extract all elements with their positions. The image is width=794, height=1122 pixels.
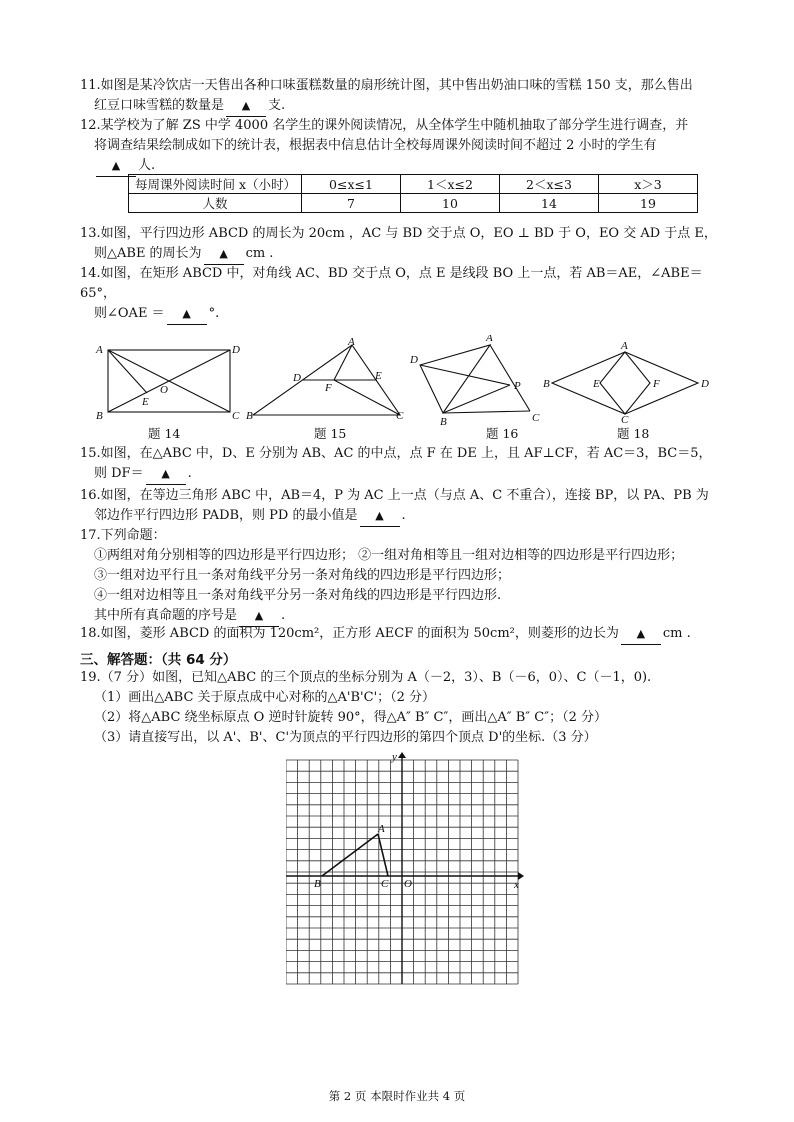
label-D: D — [232, 344, 240, 356]
caption-fig18: 题 18 — [617, 426, 650, 441]
table-cell: 7 — [302, 194, 401, 213]
q14-line2: 则∠OAE ＝ ▲ °. — [80, 304, 720, 325]
label-B: B — [96, 410, 103, 422]
q14-line1: 14.如图，在矩形 ABCD 中，对角线 AC、BD 交于点 O，点 E 是线段 BO 上一点，若 AB＝AE，∠ABE＝65°， — [80, 266, 703, 301]
figure-14 — [108, 350, 230, 412]
answer-blank-13[interactable]: ▲ — [204, 244, 244, 265]
table-row — [129, 175, 698, 194]
triangle-ABC — [322, 834, 388, 876]
q12-line2: 将调查结果绘制成如下的统计表，根据表中信息估计全校每周课外阅读时间不超过 2 小时的学生有 — [94, 138, 657, 153]
label-F: F — [653, 378, 660, 390]
page-footer: 第 2 页 本限时作业共 4 页 — [328, 1089, 466, 1103]
label-C: C — [621, 414, 629, 425]
question-12 — [80, 116, 720, 177]
answer-blank-15[interactable]: ▲ — [146, 464, 186, 485]
caption-fig16: 题 16 — [486, 426, 519, 441]
caption-fig15: 题 15 — [314, 426, 347, 441]
q17-prop-4: ④一组对边相等且一条对角线平分另一条对角线的四边形是平行四边形. — [94, 588, 502, 603]
q13-line1: 13.如图，平行四边形 ABCD 的周长为 20cm ，AC 与 BD 交于点 O，EO ⊥ BD 于 O，EO 交 AD 于点 E， — [80, 226, 717, 241]
q17-line5: 其中所有真命题的序号是 ▲ . — [80, 606, 720, 627]
grid-label-y: y — [392, 752, 397, 763]
q17-prop-3: ③一组对边平行且一条对角线平分另一条对角线的四边形是平行四边形； — [94, 568, 511, 583]
answer-blank-16[interactable]: ▲ — [360, 506, 400, 527]
label-E: E — [142, 396, 149, 408]
question-19 — [80, 668, 720, 748]
figure-18 — [552, 352, 698, 414]
question-15 — [80, 444, 720, 485]
table-cell: x＞3 — [599, 175, 698, 194]
question-11 — [80, 76, 720, 117]
figure-16 — [420, 345, 530, 413]
q13-line2: 则△ABE 的周长为 ▲ cm . — [80, 244, 720, 265]
label-D: D — [293, 372, 301, 384]
q12-line3: ▲ 人. — [80, 156, 720, 177]
label-C: C — [532, 412, 540, 424]
label-B: B — [246, 410, 253, 422]
question-18: 18.如图，菱形 ABCD 的面积为 120cm²，正方形 AECF 的面积为 50cm²，则菱形的边长为 ▲ cm . — [80, 624, 720, 645]
table-row — [129, 194, 698, 213]
q12-line1: 12.某学校为了解 ZS 中学 4000 名学生的课外阅读情况，从全体学生中随机抽取了部分学生进行调查，并 — [80, 118, 689, 133]
label-D: D — [701, 378, 709, 390]
label-P: P — [514, 380, 521, 392]
q16-line1: 16.如图，在等边三角形 ABC 中，AB＝4，P 为 AC 上一点（与点 A、C 不重合），连接 BP，以 PA、PB 为 — [80, 488, 709, 503]
q19-sub2: （2）将△ABC 绕坐标原点 O 逆时针旋转 90°，得△A″ B″ C″，画出△A″ B″ C″；（2 分） — [94, 710, 607, 725]
answer-blank-12[interactable]: ▲ — [96, 156, 136, 177]
label-B: B — [543, 378, 550, 390]
label-O: O — [160, 384, 168, 396]
label-E: E — [593, 378, 600, 390]
answer-blank-18[interactable]: ▲ — [621, 624, 661, 645]
coordinate-grid — [286, 752, 526, 992]
section-heading: 三、解答题：（共 64 分） — [80, 652, 237, 668]
answer-blank-17[interactable]: ▲ — [239, 606, 279, 627]
grid-label-C: C — [381, 878, 389, 890]
label-D: D — [410, 354, 418, 366]
table-cell: 2＜x≤3 — [500, 175, 599, 194]
q19-sub3: （3）请直接写出，以 A'、B'、C'为顶点的平行四边形的第四个顶点 D'的坐标.（3 分） — [94, 730, 597, 745]
q19-line1: 19.（7 分）如图，已知△ABC 的三个顶点的坐标分别为 A（－2，3）、B（－6，0）、C（－1，0). — [80, 670, 652, 685]
label-C: C — [396, 410, 404, 422]
q17-prop-1-2: ①两组对角分别相等的四边形是平行四边形； ②一组对角相等且一组对边相等的四边形是平行四边形； — [94, 548, 684, 563]
table-cell: 1＜x≤2 — [401, 175, 500, 194]
answer-blank-11[interactable]: ▲ — [226, 96, 266, 117]
table-cell: 14 — [500, 194, 599, 213]
answer-blank-14[interactable]: ▲ — [167, 304, 207, 325]
reading-time-table — [128, 174, 698, 213]
q15-line1: 15.如图，在△ABC 中，D、E 分别为 AB、AC 的中点，点 F 在 DE 上，且 AF⊥CF，若 AC＝3，BC＝5， — [80, 446, 712, 461]
label-F: F — [325, 382, 332, 394]
table-cell: 0≤x≤1 — [302, 175, 401, 194]
grid-label-O: O — [404, 878, 412, 890]
grid-label-x: x — [514, 879, 519, 891]
table-cell: 10 — [401, 194, 500, 213]
question-16 — [80, 486, 720, 527]
q11-line2: 红豆口味雪糕的数量是 ▲ 支. — [80, 96, 720, 117]
table-cell: 人数 — [129, 194, 302, 213]
label-A: A — [348, 336, 355, 348]
question-14 — [80, 264, 720, 325]
question-13 — [80, 224, 720, 265]
geometry-figures — [90, 335, 750, 425]
q16-line2: 邻边作平行四边形 PADB，则 PD 的最小值是 ▲ . — [80, 506, 720, 527]
question-17 — [80, 526, 720, 627]
grid-label-B: B — [314, 878, 321, 890]
table-cell: 19 — [599, 194, 698, 213]
grid-label-A: A — [378, 823, 385, 835]
q11-line1: 11.如图是某冷饮店一天售出各种口味蛋糕数量的扇形统计图，其中售出奶油口味的雪糕 150 支，那么售出 — [80, 78, 693, 93]
q17-line1: 17.下列命题： — [80, 528, 166, 543]
label-C: C — [232, 410, 240, 422]
label-A: A — [486, 335, 493, 344]
label-A: A — [96, 344, 103, 356]
caption-fig14: 题 14 — [148, 426, 181, 441]
q19-sub1: （1）画出△ABC 关于原点成中心对称的△A'B'C'；（2 分） — [94, 690, 436, 705]
label-B: B — [440, 416, 447, 425]
table-cell: 每周课外阅读时间 x（小时） — [129, 175, 302, 194]
label-E: E — [375, 370, 382, 382]
label-A: A — [621, 340, 628, 352]
q15-line2: 则 DF＝ ▲ . — [80, 464, 720, 485]
